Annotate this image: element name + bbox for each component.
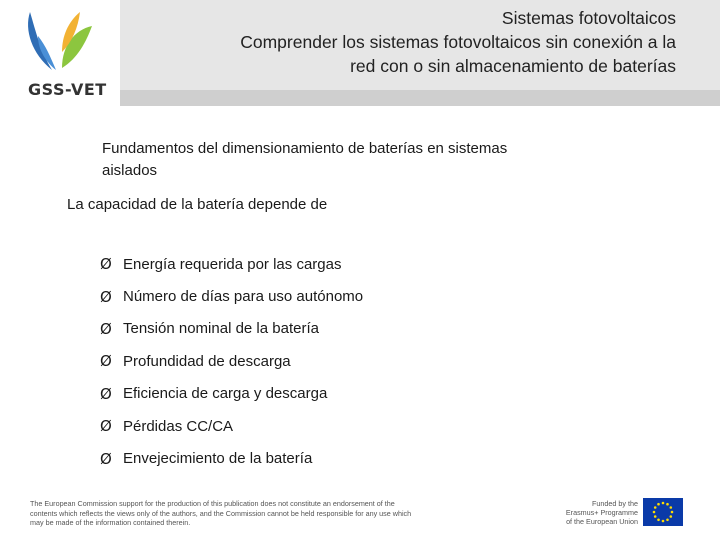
eu-stars-icon [643, 498, 683, 526]
header-title-line-3: red con o sin almacenamiento de baterías [350, 56, 676, 76]
bullet-text: Eficiencia de carga y descarga [123, 385, 328, 403]
list-item [100, 442, 363, 474]
logo [0, 0, 120, 108]
arrow-bullet-icon: Ø [100, 417, 112, 436]
list-item [100, 248, 363, 280]
list-item [100, 345, 363, 377]
header-title-line-2: Comprender los sistemas fotovoltaicos sin conexión a la [240, 32, 676, 52]
list-item [100, 410, 363, 442]
disclaimer-line-3: may be made of the information contained therein. [30, 518, 191, 527]
funded-line-2: Erasmus+ Programme [565, 508, 638, 517]
arrow-bullet-icon: Ø [100, 352, 112, 371]
logo-text: GSS-VET [28, 80, 107, 99]
eu-disclaimer [30, 499, 450, 528]
arrow-bullet-icon: Ø [100, 255, 112, 274]
arrow-bullet-icon: Ø [100, 287, 112, 306]
funded-line-1: Funded by the [592, 499, 638, 508]
section-subtitle [102, 138, 572, 182]
header-divider [120, 90, 720, 106]
funded-line-3: of the European Union [566, 517, 638, 526]
disclaimer-line-1: The European Commission support for the production of this publication does not constitute an endorsement of the [30, 499, 395, 508]
arrow-bullet-icon: Ø [100, 449, 112, 468]
bullet-text: Tensión nominal de la batería [123, 320, 319, 338]
list-item [100, 313, 363, 345]
bullet-list [100, 248, 363, 475]
subtitle-line-2: aislados [102, 162, 158, 179]
list-item [100, 280, 363, 312]
funding-statement [556, 499, 638, 526]
intro-text: La capacidad de la batería depende de [67, 196, 328, 213]
subtitle-line-1: Fundamentos del dimensionamiento de baterías en sistemas [102, 140, 508, 157]
bullet-text: Número de días para uso autónomo [123, 288, 364, 306]
header-title-line-1: Sistemas fotovoltaicos [501, 8, 676, 28]
eu-flag-icon [643, 498, 683, 526]
arrow-bullet-icon: Ø [100, 384, 112, 403]
list-item [100, 378, 363, 410]
bullet-text: Envejecimiento de la batería [123, 450, 313, 468]
gss-vet-logo-icon [22, 6, 98, 78]
slide-header-title [136, 6, 676, 78]
arrow-bullet-icon: Ø [100, 319, 112, 338]
bullet-text: Profundidad de descarga [123, 352, 291, 370]
bullet-text: Pérdidas CC/CA [123, 417, 234, 435]
bullet-text: Energía requerida por las cargas [123, 255, 342, 273]
disclaimer-line-2: contents which reflects the views only of the authors, and the Commission cannot be held responsible for any use which [30, 508, 412, 518]
